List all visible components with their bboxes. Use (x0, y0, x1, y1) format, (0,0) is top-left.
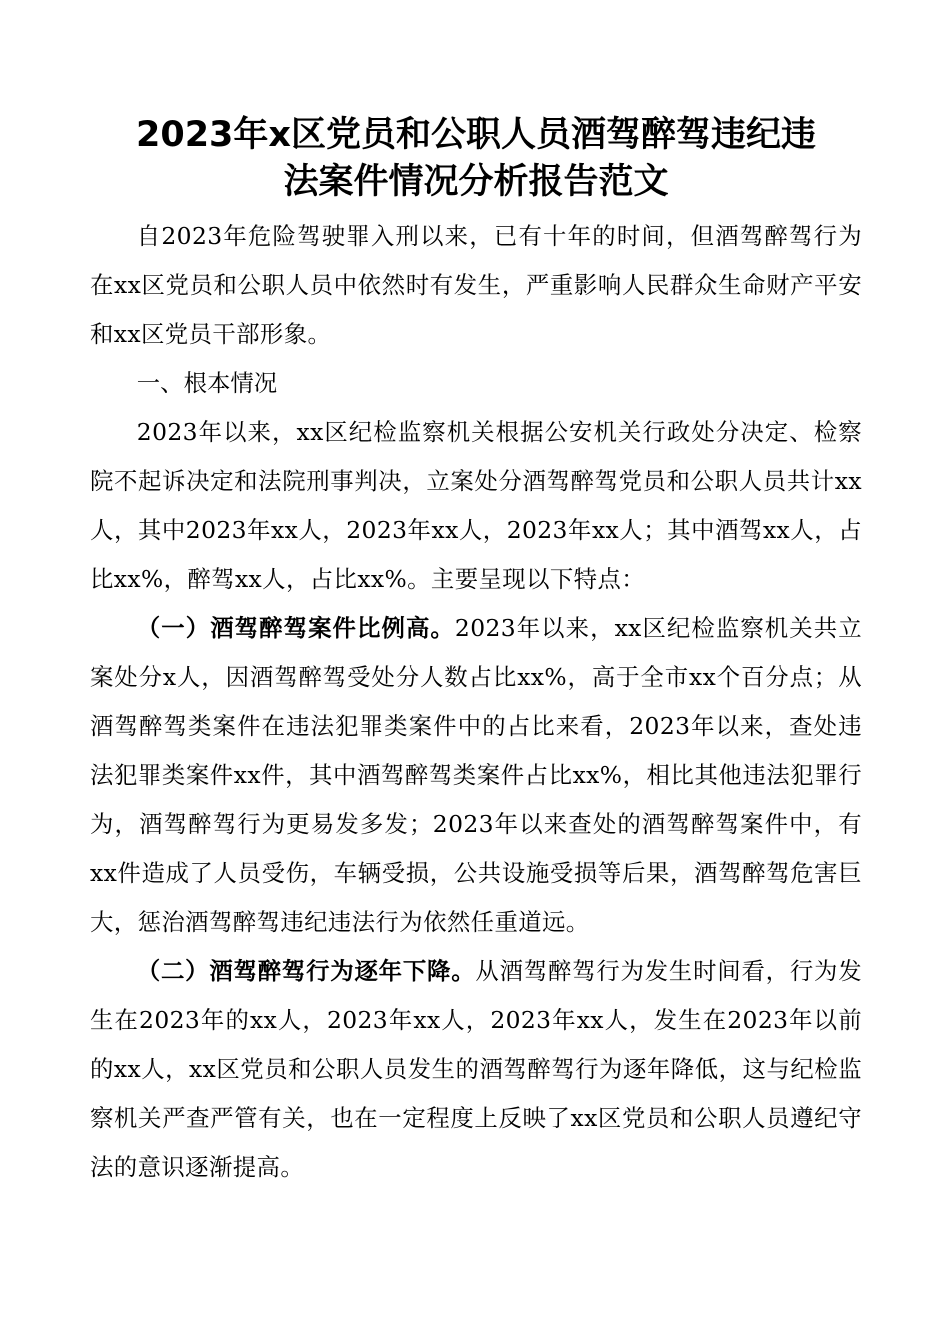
point-1-lead: （一）酒驾醉驾案件比例高。 (136, 614, 455, 642)
document-page (90, 112, 862, 1192)
document-title (90, 112, 862, 206)
point-2-body: 从酒驾醉驾行为发生时间看，行为发生在2023年的xx人，2023年xx人，2023年xx人，发生在2023年以前的xx人，xx区党员和公职人员发生的酒驾醉驾行为逐年降低，这与纪检监察机关严查严管有关，也在一定程度上反映了xx区党员和公职人员遵纪守法的意识逐渐提高。 (90, 957, 862, 1181)
section-body-paragraph: 2023年以来，xx区纪检监察机关根据公安机关行政处分决定、检察院不起诉决定和法院刑事判决，立案处分酒驾醉驾党员和公职人员共计xx人，其中2023年xx人，2023年xx人，2023年xx人；其中酒驾xx人，占比xx%，醉驾xx人，占比xx%。主要呈现以下特点： (90, 418, 862, 593)
intro-paragraph: 自2023年危险驾驶罪入刑以来，已有十年的时间，但酒驾醉驾行为在xx区党员和公职人员中依然时有发生，严重影响人民群众生命财产平安和xx区党员干部形象。 (90, 222, 862, 348)
section-heading-basic-situation: 一、根本情况 (136, 369, 278, 397)
point-1-paragraph (90, 604, 862, 947)
title-line-2: 法案件情况分析报告范文 (283, 162, 669, 202)
point-2-lead: （二）酒驾醉驾行为逐年下降。 (136, 957, 476, 985)
point-1-body: 2023年以来，xx区纪检监察机关共立案处分x人，因酒驾醉驾受处分人数占比xx%，高于全市xx个百分点；从酒驾醉驾类案件在违法犯罪类案件中的占比来看，2023年以来，查处违法犯罪类案件xx件，其中酒驾醉驾类案件占比xx%，相比其他违法犯罪行为，酒驾醉驾行为更易发多发；2023年以来查处的酒驾醉驾案件中，有xx件造成了人员受伤，车辆受损，公共设施受损等后果，酒驾醉驾危害巨大，惩治酒驾醉驾违纪违法行为依然任重道远。 (90, 614, 862, 936)
point-2-paragraph (90, 947, 862, 1192)
title-line-1: 2023年x区党员和公职人员酒驾醉驾违纪违 (136, 115, 816, 155)
